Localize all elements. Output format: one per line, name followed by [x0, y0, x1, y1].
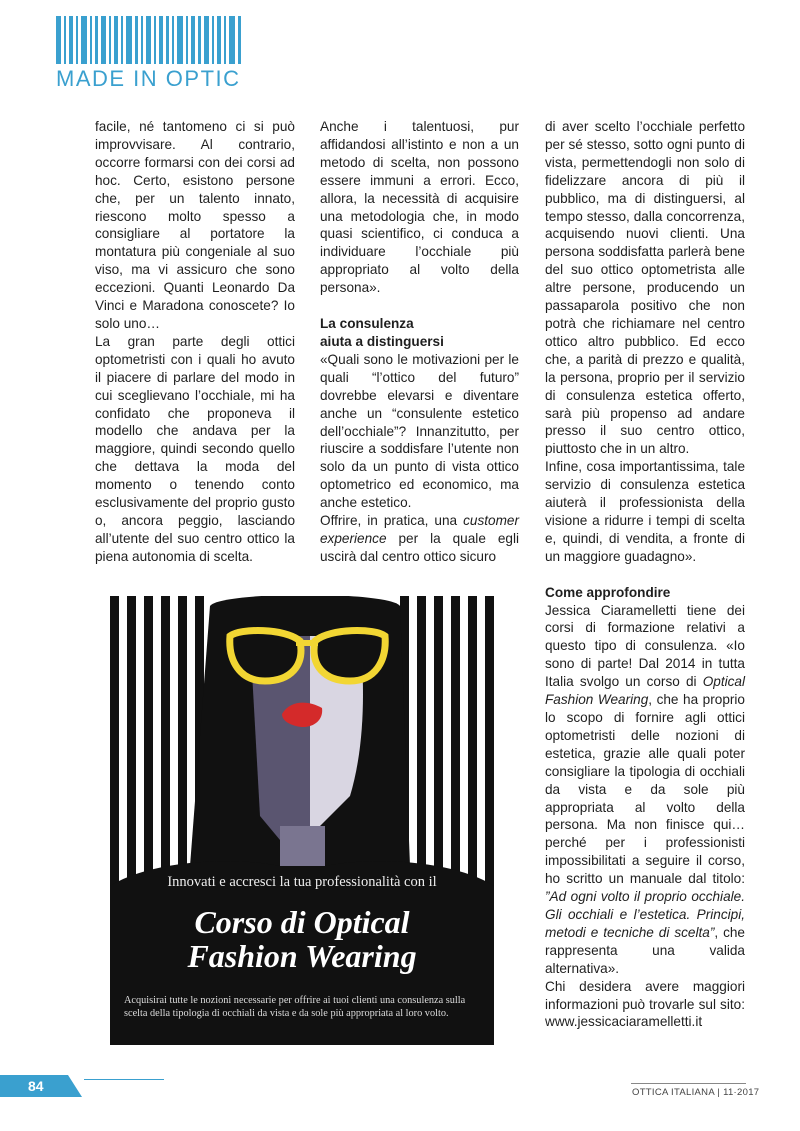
logo-text: MADE IN OPTIC	[56, 66, 241, 91]
paragraph	[320, 512, 519, 566]
italic-text: customer experience	[320, 513, 519, 546]
ad-title-line-2: Fashion Wearing	[187, 938, 417, 974]
paragraph: di aver scelto l’occhiale perfetto per sé stesso, sotto ogni punto di vista, permettendogli non solo di fidelizzare ancora di più il pubblico, ma di distinguersi, al tempo stesso, dalla concorrenza, acquisendo nuovi clienti. Una persona soddisfatta parlerà bene del suo ottico optometrista alle altre persone, producendo un passaparola positivo che non potrà che richiamare nel centro ottico altro pubblico. Ed ecco che, a parità di prezzo e qualità, la persona, proprio per il servizio di consulenza estetica offerto, sarà più propenso ad andare presso il suo centro ottico, piuttosto che in un altro.	[545, 119, 745, 457]
subheading-line-2: aiuta a distinguersi	[320, 333, 444, 349]
page-footer	[0, 1075, 800, 1131]
barcode-graphic	[56, 12, 256, 64]
subheading: Come approfondire	[545, 584, 671, 600]
paragraph: «Quali sono le motivazioni per le quali “l’ottico del futuro” dovrebbe elevarsi e diventare anche un “consulente estetico dell’occhiale”? Innanzitutto, per riuscire a soddisfare l’utente non solo da un punto di vista ottico optometrico ed economico, ma anche estetico.	[320, 351, 519, 511]
paragraph: facile, né tantomeno ci si può improvvisare. Al contrario, occorre formarsi con dei corsi ad hoc. Certo, esistono persone che, per un talento innato, riescono molto spesso a consigliare al portatore la montatura più congeniale al suo viso, ma vi assicuro che sono eccezioni. Quanti Leonardo Da Vinci e Maradona conoscete? Io solo uno…	[95, 119, 295, 331]
paragraph: Anche i talentuosi, pur affidandosi all’istinto e non a un metodo di scelta, non possono essere immuni a errori. Ecco, allora, la necessità di acquisire una metodologia che, in modo quasi scientifico, ci conduca a individuare l’occhiale più appropriato al volto della persona».	[320, 119, 519, 296]
paragraph: La gran parte degli ottici optometristi con i quali ho avuto il piacere di parlare del modo in cui sceglievano l’occhiale, mi ha confidato che proponeva il modello che andava per la maggiore, quindi secondo quello che dettava la moda del momento o tenendo conto esclusivamente del proprio gusto o, ancora peggio, lasciando all’utente del suo centro ottico la piena autonomia di scelta.	[95, 333, 295, 564]
article-column-2	[320, 118, 519, 566]
page-number: 84	[28, 1078, 44, 1094]
made-in-optic-logo	[56, 12, 256, 90]
text-run: , che ha proprio lo scopo di fornire agli ottici optometristi delle nozioni di estetica, grazie alle quali poter consigliare la tipologia di occhiali da vista e da sole più appropriata al volto della persona. Ma non finisce qui… perché per i professionisti impossibilitati a seguire il corso, ho scritto un manuale dal titolo:	[545, 692, 745, 887]
text-run: Offrire, in pratica, una	[320, 513, 464, 529]
course-advertisement	[110, 596, 494, 1045]
woman-sunglasses-illustration	[110, 596, 494, 1045]
text-run: Jessica Ciaramelletti tiene dei corsi di formazione relativi a questo tipo di consulenza. «Io sono di parte! Dal 2014 in tutta Italia svolgo un corso di	[545, 602, 745, 690]
magazine-issue: OTTICA ITALIANA | 11·2017	[632, 1087, 760, 1098]
italic-text: ”Ad ogni volto il proprio occhiale. Gli occhiali e l’estetica. Principi, metodi e tecniche di scelta”	[545, 889, 745, 940]
paragraph	[545, 602, 745, 978]
divider	[631, 1083, 746, 1084]
subheading-line-1: La consulenza	[320, 316, 414, 332]
ad-tagline: Innovati e accresci la tua professionalità con il	[167, 874, 437, 890]
text-run: , che rappresenta una valida alternativa».	[545, 924, 745, 976]
ad-body-text: Acquisirai tutte le nozioni necessarie per offrire ai tuoi clienti una consulenza sulla scelta della tipologia di occhiali da vista e da sole più appropriata al loro volto.	[124, 995, 466, 1019]
paragraph: Chi desidera avere maggiori informazioni può trovarle sul sito: www.jessicaciaramelletti.it	[545, 978, 745, 1030]
ad-title-line-1: Corso di Optical	[194, 904, 410, 940]
article-column-3	[545, 118, 745, 1031]
paragraph: Infine, cosa importantissima, tale servizio di consulenza estetica aiuterà il professionista della visione a ridurre i tempi di scelta e, quindi, di vendita, a fronte di un maggiore guadagno».	[545, 459, 745, 564]
divider	[84, 1079, 164, 1080]
italic-text: Optical Fashion Wearing	[545, 674, 745, 708]
article-column-1	[95, 118, 295, 566]
text-run: per la quale egli uscirà dal centro ottico sicuro	[320, 530, 519, 564]
ad-title	[110, 905, 494, 973]
